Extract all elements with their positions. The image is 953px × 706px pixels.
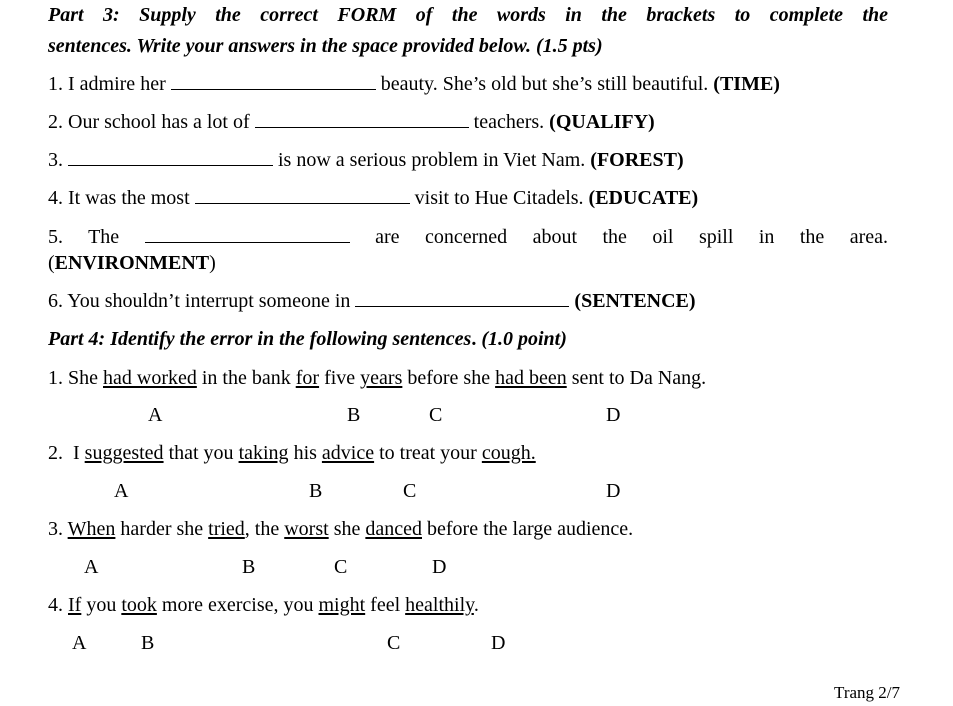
- part4-question-3: [48, 517, 633, 541]
- item-word: the: [799, 226, 825, 248]
- item-keyword: (FOREST): [590, 149, 684, 171]
- part3-item-6: [48, 289, 696, 313]
- item-text: 3.: [48, 149, 68, 171]
- option-d-phrase: danced: [365, 518, 422, 540]
- item-keyword: (EDUCATE): [588, 187, 699, 209]
- item-text: 6. You shouldn’t interrupt someone in: [48, 290, 356, 312]
- part3-item-2: [48, 110, 655, 134]
- part3-item-3: [48, 148, 684, 172]
- answer-blank[interactable]: [355, 289, 569, 307]
- part3-item-5: [48, 225, 888, 249]
- answer-blank[interactable]: [171, 72, 376, 90]
- item-word: about: [532, 226, 578, 248]
- q-text: 3.: [48, 518, 68, 540]
- item-text: 1. I admire her: [48, 73, 171, 95]
- item-keyword: ENVIRONMENT: [54, 252, 210, 274]
- item-keyword: (TIME): [713, 73, 780, 95]
- item-word: oil: [652, 226, 674, 248]
- option-b-phrase: taking: [238, 442, 289, 464]
- option-label-c[interactable]: C: [334, 556, 348, 578]
- part4-question-2: [48, 441, 536, 465]
- page-number: Trang 2/7: [834, 683, 900, 702]
- q-text: sent to Da Nang.: [566, 367, 707, 389]
- q-text: that you: [163, 442, 239, 464]
- item-text: beauty. She’s old but she’s still beautiful.: [375, 73, 714, 95]
- item-word: The: [88, 226, 120, 248]
- item-keyword: (SENTENCE): [574, 290, 696, 312]
- item-word: concerned: [424, 226, 508, 248]
- part3-item-1: [48, 72, 780, 96]
- part3-item-4: [48, 186, 698, 210]
- q-text: feel: [365, 594, 406, 616]
- item-word: in: [758, 226, 775, 248]
- answer-blank[interactable]: [195, 186, 410, 204]
- option-b-phrase: for: [295, 367, 320, 389]
- option-label-b[interactable]: B: [309, 480, 323, 502]
- option-c-phrase: years: [360, 367, 403, 389]
- q-text: in the bank: [196, 367, 296, 389]
- option-label-a[interactable]: A: [84, 556, 99, 578]
- option-b-phrase: tried: [208, 518, 245, 540]
- option-a-phrase: suggested: [84, 442, 164, 464]
- heading-points: (1.0 point): [476, 328, 567, 350]
- q-text: before the large audience.: [422, 518, 634, 540]
- option-label-a[interactable]: A: [148, 404, 163, 426]
- option-a-phrase: had worked: [103, 367, 197, 389]
- option-d-phrase: had been: [495, 367, 567, 389]
- option-label-d[interactable]: D: [432, 556, 447, 578]
- heading-dot: .: [471, 328, 477, 350]
- option-c-phrase: advice: [321, 442, 375, 464]
- paren: (: [48, 252, 55, 274]
- item-word: area.: [849, 226, 889, 248]
- part4-question-4: [48, 593, 479, 617]
- option-d-phrase: cough.: [481, 442, 536, 464]
- q-text: 2. I: [48, 442, 85, 464]
- q-text: to treat your: [374, 442, 482, 464]
- q-text: , the: [244, 518, 285, 540]
- option-label-d[interactable]: D: [606, 404, 621, 426]
- part3-item-5-wrap: [48, 251, 216, 275]
- item-text: visit to Hue Citadels.: [409, 187, 589, 209]
- option-d-phrase: healthily: [405, 594, 474, 616]
- option-label-b[interactable]: B: [242, 556, 256, 578]
- q-text: harder she: [115, 518, 209, 540]
- item-word: are: [375, 226, 400, 248]
- option-c-phrase: worst: [284, 518, 329, 540]
- part4-question-1: [48, 366, 706, 390]
- q-text: you: [81, 594, 122, 616]
- answer-blank[interactable]: [68, 148, 273, 166]
- part4-heading: [48, 327, 567, 351]
- item-text: teachers.: [468, 111, 550, 133]
- item-text: is now a serious problem in Viet Nam.: [273, 149, 591, 171]
- option-a-phrase: If: [68, 594, 82, 616]
- option-a-phrase: When: [67, 518, 116, 540]
- item-word: the: [602, 226, 627, 248]
- option-label-d[interactable]: D: [606, 480, 621, 502]
- option-label-c[interactable]: C: [429, 404, 443, 426]
- part3-heading-line1: Part 3: Supply the correct FORM of the words in the brackets to complete the: [48, 4, 888, 26]
- option-label-a[interactable]: A: [72, 632, 87, 654]
- item-word: 5.: [48, 226, 63, 248]
- part3-heading-line2: sentences. Write your answers in the space provided below. (1.5 pts): [48, 35, 603, 57]
- option-label-a[interactable]: A: [114, 480, 129, 502]
- q-text: 1. She: [48, 367, 103, 389]
- q-text: his: [288, 442, 322, 464]
- option-b-phrase: took: [121, 594, 157, 616]
- q-text: before she: [402, 367, 496, 389]
- option-label-c[interactable]: C: [387, 632, 401, 654]
- q-text: she: [328, 518, 366, 540]
- item-word: spill: [698, 226, 734, 248]
- option-label-c[interactable]: C: [403, 480, 417, 502]
- q-text: more exercise, you: [156, 594, 319, 616]
- option-label-b[interactable]: B: [347, 404, 361, 426]
- q-text: five: [319, 367, 361, 389]
- option-label-d[interactable]: D: [491, 632, 506, 654]
- item-text: 2. Our school has a lot of: [48, 111, 255, 133]
- item-text: 4. It was the most: [48, 187, 195, 209]
- option-c-phrase: might: [318, 594, 366, 616]
- paren: ): [209, 252, 216, 274]
- answer-blank[interactable]: [145, 225, 350, 243]
- answer-blank[interactable]: [255, 110, 469, 128]
- item-keyword: (QUALIFY): [549, 111, 655, 133]
- q-text: .: [473, 594, 479, 616]
- option-label-b[interactable]: B: [141, 632, 155, 654]
- heading-text: Part 4: Identify the error in the following sentences: [48, 328, 472, 350]
- q-text: 4.: [48, 594, 68, 616]
